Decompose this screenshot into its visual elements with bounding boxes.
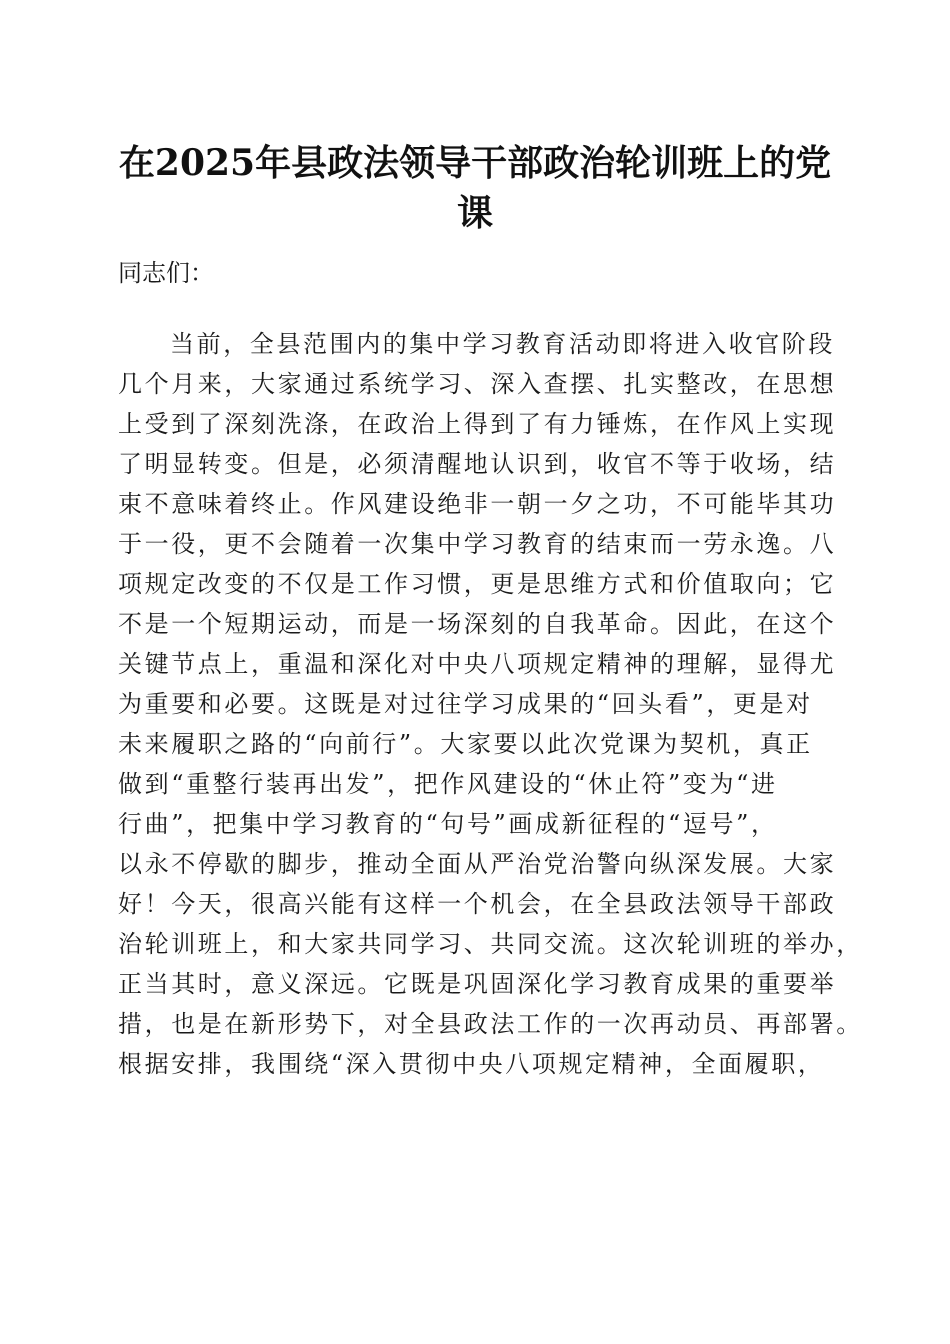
body-line: 不是一个短期运动，而是一场深刻的自我革命。因此，在这个 [118, 610, 837, 638]
body-paragraph [118, 324, 863, 1084]
body-line: 关键节点上，重温和深化对中央八项规定精神的理解，显得尤 [118, 650, 837, 678]
body-line: 治轮训班上，和大家共同学习、共同交流。这次轮训班的举办， [118, 930, 863, 958]
body-line: 以永不停歇的脚步，推动全面从严治党治警向纵深发展。大家 [118, 850, 837, 878]
body-line: 措，也是在新形势下，对全县政法工作的一次再动员、再部署。 [118, 1010, 863, 1038]
body-line: 未来履职之路的“向前行”。大家要以此次党课为契机，真正 [118, 730, 813, 758]
body-line: 根据安排，我围绕“深入贯彻中央八项规定精神，全面履职， [118, 1050, 825, 1078]
body-line: 为重要和必要。这既是对过往学习成果的“回头看”，更是对 [118, 690, 813, 718]
title-line-2: 课 [456, 192, 493, 234]
body-line: 上受到了深刻洗涤，在政治上得到了有力锤炼，在作风上实现 [118, 410, 837, 438]
body-line: 几个月来，大家通过系统学习、深入查摆、扎实整改，在思想 [118, 370, 837, 398]
body-line: 好！今天，很高兴能有这样一个机会，在全县政法领导干部政 [118, 890, 837, 918]
body-line: 当前，全县范围内的集中学习教育活动即将进入收官阶段 [170, 330, 835, 358]
document-title [110, 138, 840, 238]
body-line: 项规定改变的不仅是工作习惯，更是思维方式和价值取向；它 [118, 570, 837, 598]
body-line: 了明显转变。但是，必须清醒地认识到，收官不等于收场，结 [118, 450, 837, 478]
body-line: 正当其时，意义深远。它既是巩固深化学习教育成果的重要举 [118, 970, 837, 998]
body-line: 于一役，更不会随着一次集中学习教育的结束而一劳永逸。八 [118, 530, 837, 558]
body-line: 做到“重整行装再出发”，把作风建设的“休止符”变为“进 [118, 770, 778, 798]
body-line: 束不意味着终止。作风建设绝非一朝一夕之功，不可能毕其功 [118, 490, 837, 518]
title-line-1: 在2025年县政法领导干部政治轮训班上的党 [118, 142, 832, 184]
body-line: 行曲”，把集中学习教育的“句号”画成新征程的“逗号”， [118, 810, 778, 838]
salutation: 同志们： [118, 259, 214, 287]
